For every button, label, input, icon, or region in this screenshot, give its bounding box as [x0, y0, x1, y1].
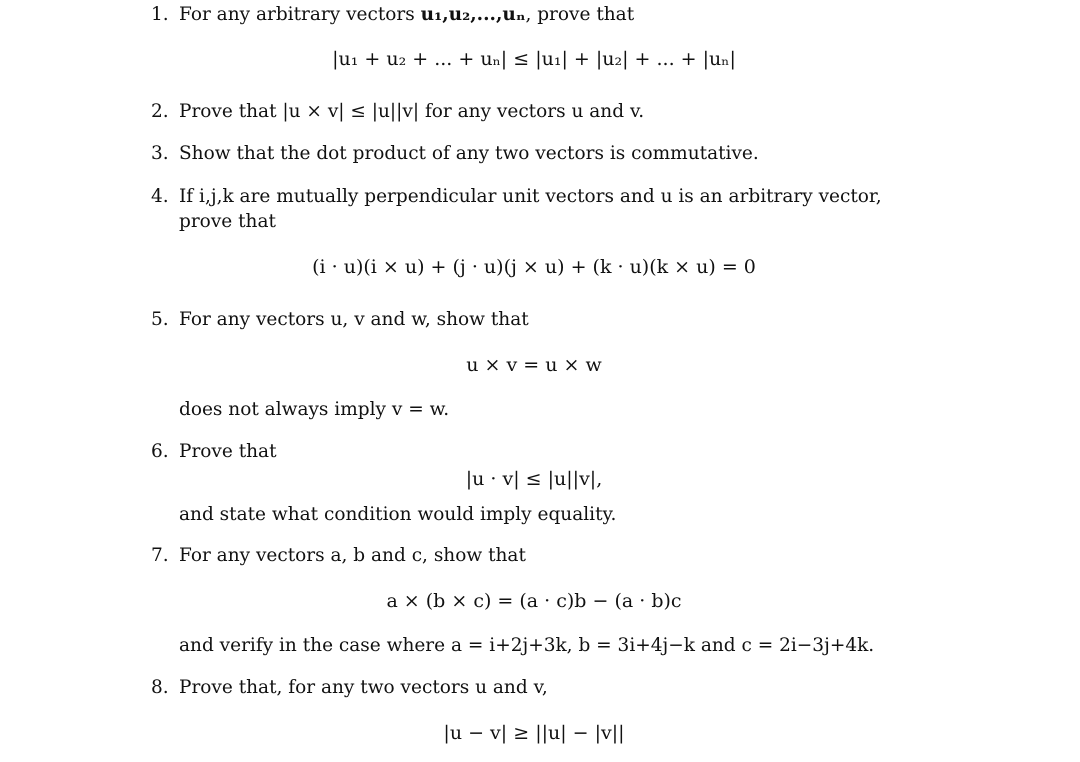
problem-number: 4.: [151, 186, 169, 207]
problem-text: Show that the dot product of any two vectors is commutative.: [179, 143, 759, 164]
equation: |u · v| ≤ |u||v|,: [465, 468, 603, 490]
problem-number: 3.: [151, 143, 169, 164]
problem-text: does not always imply v = w.: [179, 399, 450, 420]
problem-text: Prove that |u × v| ≤ |u||v| for any vectors u and v.: [179, 101, 645, 122]
problem-text: For any vectors u, v and w, show that: [179, 309, 529, 330]
problem-number: 1.: [151, 4, 169, 25]
problem-text: and verify in the case where a = i+2j+3k, b = 3i+4j−k and c = 2i−3j+4k.: [179, 635, 875, 656]
problem-number: 7.: [151, 545, 169, 566]
equation: |u₁ + u₂ + ... + uₙ| ≤ |u₁| + |u₂| + ... + |uₙ|: [332, 48, 736, 70]
problem-text: If i,j,k are mutually perpendicular unit vectors and u is an arbitrary vector,: [179, 186, 882, 207]
problem-text: For any arbitrary vectors u₁,u₂,...,uₙ, prove that: [179, 4, 635, 25]
problem-text: prove that: [179, 211, 276, 232]
problem-number: 6.: [151, 441, 169, 462]
problem-1-vectors: u₁,u₂,...,uₙ: [420, 4, 526, 25]
equation: u × v = u × w: [466, 354, 602, 376]
equation: |u − v| ≥ ||u| − |v||: [443, 722, 625, 744]
problem-text: For any vectors a, b and c, show that: [179, 545, 526, 566]
problem-number: 2.: [151, 101, 169, 122]
problem-text: Prove that: [179, 441, 277, 462]
problem-text: Prove that, for any two vectors u and v,: [179, 677, 548, 698]
equation: (i · u)(i × u) + (j · u)(j × u) + (k · u)(k × u) = 0: [312, 256, 756, 278]
problem-text: and state what condition would imply equality.: [179, 504, 617, 525]
problem-number: 5.: [151, 309, 169, 330]
equation: a × (b × c) = (a · c)b − (a · b)c: [386, 590, 682, 612]
problem-number: 8.: [151, 677, 169, 698]
